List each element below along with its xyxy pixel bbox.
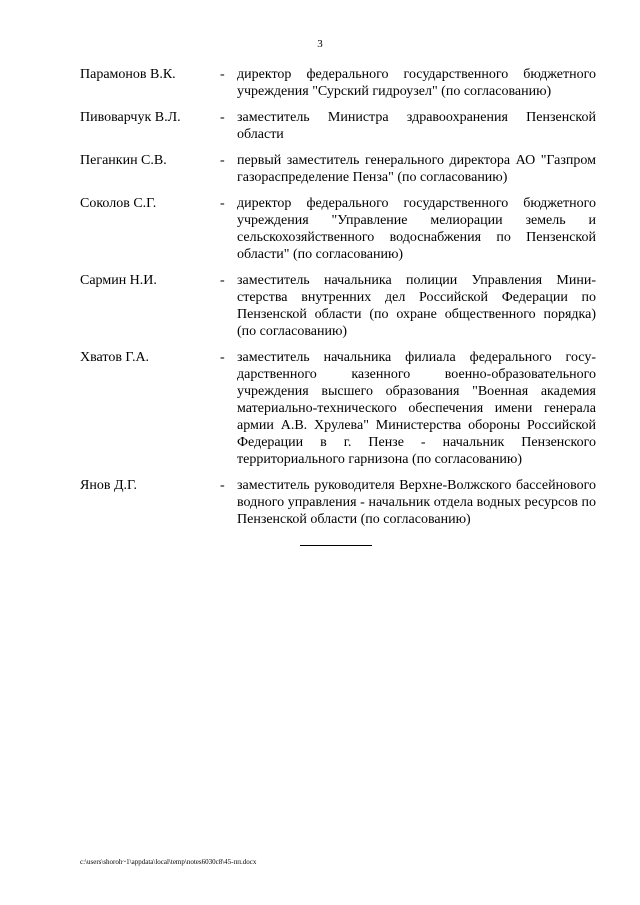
- list-item: [80, 349, 596, 468]
- dash-separator: -: [220, 110, 225, 125]
- dash-separator: -: [220, 273, 225, 288]
- member-position: директор федерального государственного бюджетного учреждения "Управление мелиорации земель и сельскохозяйственного водоснабжения по Пензенской области" (по согласованию): [237, 196, 596, 262]
- member-name: Парамонов В.К.: [80, 67, 176, 82]
- list-item: [80, 66, 596, 100]
- members-list: [80, 66, 596, 537]
- member-position: заместитель начальника полиции Управления Министерства внутренних дел Российской Федерации по Пензенской области (по охране общественного порядка) (по согласованию): [237, 273, 596, 339]
- member-name: Сармин Н.И.: [80, 273, 157, 288]
- dash-separator: -: [220, 478, 225, 493]
- member-position: заместитель Министра здравоохранения Пензенской области: [237, 110, 596, 142]
- member-name: Хватов Г.А.: [80, 350, 150, 365]
- member-name: Пеганкин С.В.: [80, 153, 167, 168]
- member-name: Соколов С.Г.: [80, 196, 157, 211]
- member-position: директор федерального государственного бюджетного учреждения "Сурский гидроузел" (по согласованию): [237, 67, 596, 99]
- dash-separator: -: [220, 153, 225, 168]
- member-position: заместитель руководителя Верхне-Волжского бассейнового водного управления - начальник отдела водных ресурсов по Пензенской области (по согласованию): [237, 478, 596, 527]
- list-item: [80, 109, 596, 143]
- member-position: заместитель начальника филиала федерального государственного казенного военно-образовательного учреждения высшего образования "Военная академия материально-технического обеспечения имени генерала армии А.В. Хрулева" Министерства обороны Российской Федерации в г. Пензе - начальник Пензенского территориального гарнизона (по согласованию): [237, 350, 596, 467]
- list-item: [80, 272, 596, 340]
- member-name: Пивоварчук В.Л.: [80, 110, 181, 125]
- dash-separator: -: [220, 67, 225, 82]
- list-item: [80, 195, 596, 263]
- dash-separator: -: [220, 350, 225, 365]
- page-number: 3: [317, 38, 323, 50]
- member-position: первый заместитель генерального директора АО "Газпром газораспределение Пенза" (по согласованию): [237, 153, 596, 185]
- list-item: [80, 152, 596, 186]
- footer-file-path: c:\users\shoroh~1\appdata\local\temp\notes6030c8\45-пп.docx: [80, 858, 257, 866]
- member-name: Янов Д.Г.: [80, 478, 138, 493]
- dash-separator: -: [220, 196, 225, 211]
- end-separator-line: [300, 545, 372, 546]
- list-item: [80, 477, 596, 528]
